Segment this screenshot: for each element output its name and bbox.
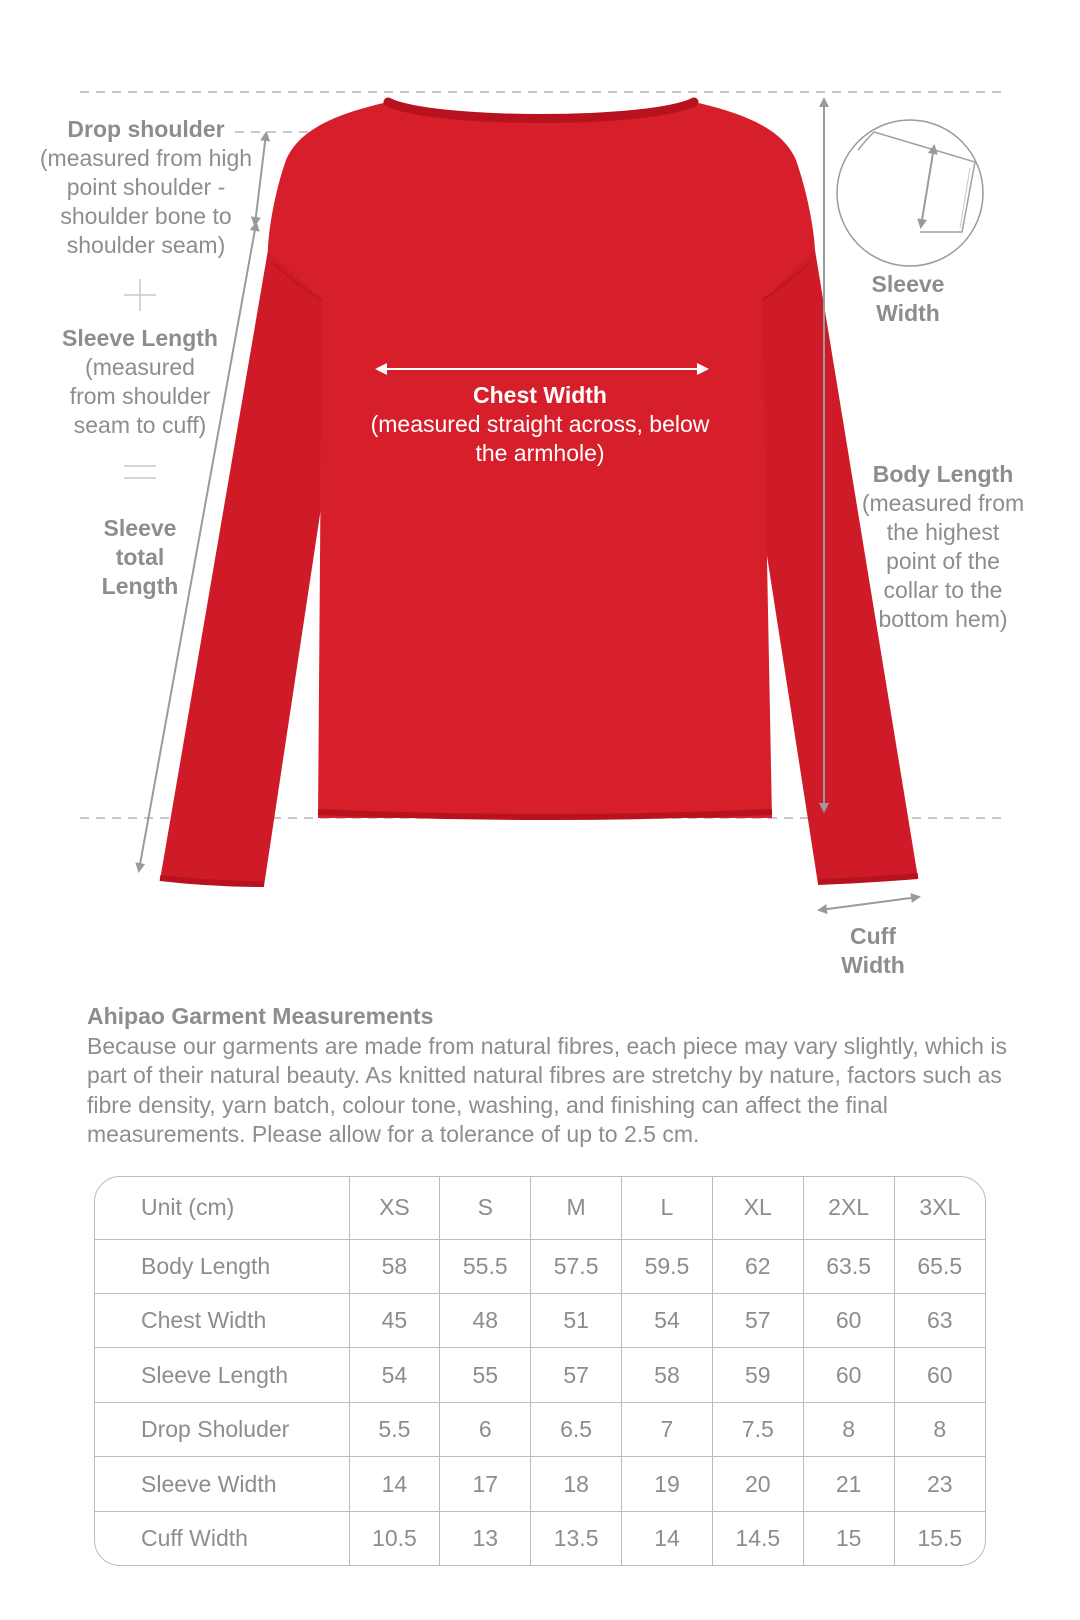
cuff-width-arrow — [820, 897, 918, 910]
body-length-label — [848, 460, 1038, 634]
value-cell: 15.5 — [894, 1511, 985, 1565]
header-cell: XL — [712, 1177, 803, 1239]
table-row — [95, 1511, 985, 1565]
header-cell: L — [622, 1177, 713, 1239]
row-label-cell: Chest Width — [95, 1293, 349, 1347]
measurements-intro — [87, 1002, 1007, 1150]
value-cell: 59.5 — [622, 1239, 713, 1293]
value-cell: 18 — [531, 1457, 622, 1511]
size-chart-table — [94, 1176, 986, 1566]
value-cell: 54 — [622, 1293, 713, 1347]
table-row — [95, 1293, 985, 1347]
value-cell: 60 — [803, 1293, 894, 1347]
header-cell: XS — [349, 1177, 440, 1239]
measurements-heading: Ahipao Garment Measurements — [87, 1003, 434, 1029]
row-label-cell: Body Length — [95, 1239, 349, 1293]
value-cell: 48 — [440, 1293, 531, 1347]
value-cell: 65.5 — [894, 1239, 985, 1293]
row-label-cell: Sleeve Length — [95, 1348, 349, 1402]
sleeve-length-title: Sleeve Length — [62, 325, 218, 351]
header-cell: S — [440, 1177, 531, 1239]
value-cell: 57 — [531, 1348, 622, 1402]
value-cell: 60 — [894, 1348, 985, 1402]
sweater-illustration — [160, 102, 918, 886]
value-cell: 57 — [712, 1293, 803, 1347]
value-cell: 60 — [803, 1348, 894, 1402]
drop-shoulder-title: Drop shoulder — [67, 116, 225, 142]
equals-sign — [124, 466, 156, 478]
header-cell: Unit (cm) — [95, 1177, 349, 1239]
value-cell: 63 — [894, 1293, 985, 1347]
header-cell: 3XL — [894, 1177, 985, 1239]
row-label-cell: Sleeve Width — [95, 1457, 349, 1511]
cuff-width-label — [818, 922, 928, 980]
table-row — [95, 1457, 985, 1511]
sleeve-length-label — [40, 324, 240, 440]
body-length-title: Body Length — [872, 461, 1014, 487]
plus-sign — [124, 279, 156, 311]
value-cell: 58 — [349, 1239, 440, 1293]
value-cell: 6.5 — [531, 1402, 622, 1456]
body-length-description: (measured from the highest point of the collar to the bottom hem) — [861, 490, 1025, 632]
sleeve-total-length-label — [80, 514, 200, 601]
value-cell: 55.5 — [440, 1239, 531, 1293]
value-cell: 45 — [349, 1293, 440, 1347]
measurements-description: Because our garments are made from natural fibres, each piece may vary slightly, which is part of their natural beauty. As knitted natural fibres are stretchy by nature, factors such as fibre density, yarn batch, colour tone, washing, and finishing can affect the final measurements. Please allow for a tolerance of up to 2.5 cm. — [87, 1032, 1007, 1147]
drop-shoulder-label — [30, 115, 262, 260]
value-cell: 21 — [803, 1457, 894, 1511]
value-cell: 54 — [349, 1348, 440, 1402]
value-cell: 5.5 — [349, 1402, 440, 1456]
sleeve-width-label — [848, 270, 968, 328]
header-cell: M — [531, 1177, 622, 1239]
value-cell: 57.5 — [531, 1239, 622, 1293]
sleeve-width-title: Sleeve Width — [871, 271, 945, 326]
value-cell: 62 — [712, 1239, 803, 1293]
row-label-cell: Drop Sholuder — [95, 1402, 349, 1456]
chest-width-description: (measured straight across, below the armhole) — [370, 411, 710, 466]
value-cell: 14 — [622, 1511, 713, 1565]
value-cell: 23 — [894, 1457, 985, 1511]
sleeve-total-length-title: Sleeve total Length — [101, 515, 179, 599]
value-cell: 13 — [440, 1511, 531, 1565]
row-label-cell: Cuff Width — [95, 1511, 349, 1565]
table-row — [95, 1402, 985, 1456]
value-cell: 58 — [622, 1348, 713, 1402]
value-cell: 7 — [622, 1402, 713, 1456]
value-cell: 6 — [440, 1402, 531, 1456]
value-cell: 55 — [440, 1348, 531, 1402]
cuff-width-title: Cuff Width — [841, 923, 905, 978]
drop-shoulder-description: (measured from high point shoulder - shoulder bone to shoulder seam) — [39, 145, 253, 258]
value-cell: 13.5 — [531, 1511, 622, 1565]
chest-width-label — [350, 381, 730, 468]
value-cell: 17 — [440, 1457, 531, 1511]
value-cell: 51 — [531, 1293, 622, 1347]
value-cell: 8 — [803, 1402, 894, 1456]
value-cell: 7.5 — [712, 1402, 803, 1456]
value-cell: 14.5 — [712, 1511, 803, 1565]
value-cell: 19 — [622, 1457, 713, 1511]
header-cell: 2XL — [803, 1177, 894, 1239]
table-row — [95, 1239, 985, 1293]
value-cell: 63.5 — [803, 1239, 894, 1293]
value-cell: 20 — [712, 1457, 803, 1511]
sleeve-width-inset — [837, 120, 983, 266]
value-cell: 15 — [803, 1511, 894, 1565]
chest-width-title: Chest Width — [473, 382, 607, 408]
table-header-row — [95, 1177, 985, 1239]
sleeve-length-description: (measured from shoulder seam to cuff) — [69, 354, 211, 438]
value-cell: 8 — [894, 1402, 985, 1456]
value-cell: 10.5 — [349, 1511, 440, 1565]
value-cell: 14 — [349, 1457, 440, 1511]
value-cell: 59 — [712, 1348, 803, 1402]
table-row — [95, 1348, 985, 1402]
